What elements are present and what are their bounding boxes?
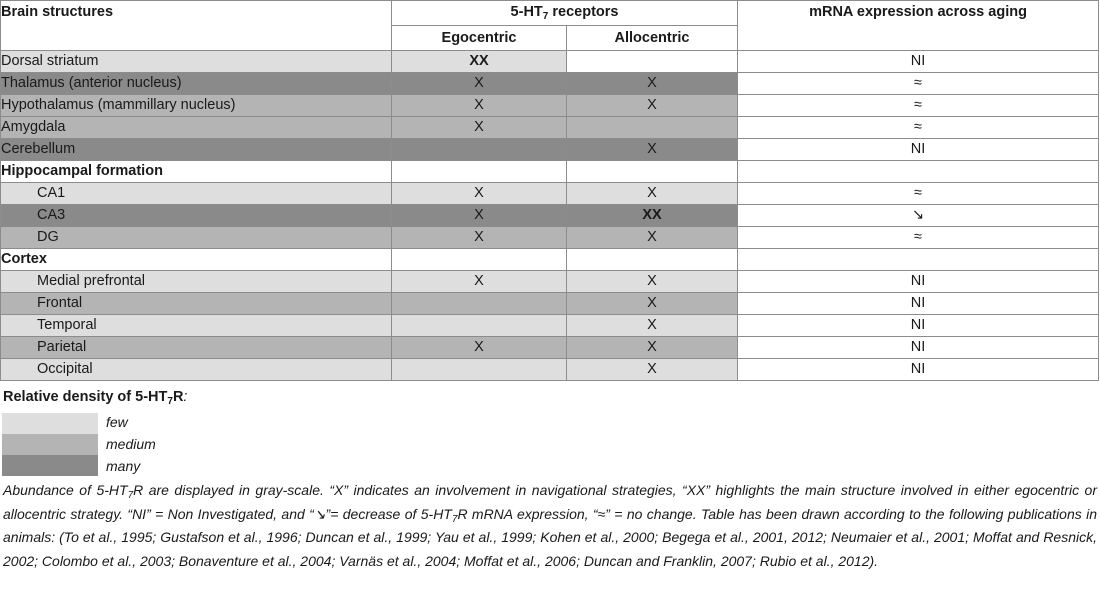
section-cortex: Cortex bbox=[1, 249, 392, 271]
legend-label-medium: medium bbox=[106, 436, 156, 452]
mrna-cell: ↘ bbox=[738, 205, 1099, 227]
mrna-cell: NI bbox=[738, 271, 1099, 293]
egocentric-cell: X bbox=[392, 183, 567, 205]
header-egocentric: Egocentric bbox=[392, 26, 567, 51]
mrna-cell: ≈ bbox=[738, 117, 1099, 139]
egocentric-cell bbox=[392, 139, 567, 161]
legend-title: Relative density of $5-HT_7R$: bbox=[3, 389, 188, 407]
structure-name: Frontal bbox=[1, 293, 392, 315]
structure-name: Hypothalamus (mammillary nucleus) bbox=[1, 95, 392, 117]
allocentric-cell: X bbox=[567, 359, 738, 381]
mrna-cell: NI bbox=[738, 337, 1099, 359]
allocentric-cell: X bbox=[567, 337, 738, 359]
legend-swatch-medium bbox=[2, 434, 98, 455]
mrna-cell: ≈ bbox=[738, 227, 1099, 249]
structure-name: Temporal bbox=[1, 315, 392, 337]
allocentric-cell: X bbox=[567, 293, 738, 315]
legend-label-many: many bbox=[106, 458, 141, 474]
allocentric-cell: X bbox=[567, 95, 738, 117]
allocentric-cell: XX bbox=[567, 205, 738, 227]
egocentric-cell: X bbox=[392, 227, 567, 249]
egocentric-cell: X bbox=[392, 271, 567, 293]
egocentric-cell: X bbox=[392, 337, 567, 359]
structure-name: Cerebellum bbox=[1, 139, 392, 161]
table-row bbox=[1, 183, 1099, 205]
allocentric-cell bbox=[567, 51, 738, 73]
structure-name: CA1 bbox=[1, 183, 392, 205]
mrna-cell: ≈ bbox=[738, 183, 1099, 205]
structure-name: Parietal bbox=[1, 337, 392, 359]
mrna-cell: ≈ bbox=[738, 95, 1099, 117]
table-row bbox=[1, 139, 1099, 161]
allocentric-cell: X bbox=[567, 183, 738, 205]
header-brain-structures: Brain structures bbox=[1, 1, 392, 51]
table-row bbox=[1, 205, 1099, 227]
egocentric-cell: X bbox=[392, 117, 567, 139]
egocentric-cell: X bbox=[392, 73, 567, 95]
mrna-cell: ≈ bbox=[738, 73, 1099, 95]
allocentric-cell: X bbox=[567, 73, 738, 95]
egocentric-cell bbox=[392, 293, 567, 315]
egocentric-cell: X bbox=[392, 205, 567, 227]
table-row bbox=[1, 227, 1099, 249]
structure-name: Medial prefrontal bbox=[1, 271, 392, 293]
table-row bbox=[1, 315, 1099, 337]
egocentric-cell: XX bbox=[392, 51, 567, 73]
egocentric-cell bbox=[392, 315, 567, 337]
table-caption: Abundance of $5-HT_7R$ are displayed in gray-scale. “X” indicates an involvement in navigational strategies, “XX” highlights the main structure involved in either egocentric or allocentric strategy. “NI” = Non Investigated, and “↘”= decrease of $5-HT_7R$ mRNA expression, “≈” = no change. Table has been drawn according to the following publications in animals: (To et al., 1995; Gustafson et al., 1996; Duncan et al., 1999; Yau et al., 1999; Kohen et al., 2000; Begega et al., 2001, 2012; Neumaier et al., 2001; Moffat and Resnick, 2002; Colombo et al., 2003; Bonaventure et al., 2004; Varnäs et al., 2004; Moffat et al., 2006; Duncan and Franklin, 2007; Rubio et al., 2012). bbox=[3, 482, 1098, 569]
mrna-cell: NI bbox=[738, 51, 1099, 73]
section-row bbox=[1, 161, 1099, 183]
table-row bbox=[1, 271, 1099, 293]
egocentric-cell: X bbox=[392, 95, 567, 117]
allocentric-cell: X bbox=[567, 271, 738, 293]
table-row bbox=[1, 359, 1099, 381]
mrna-cell: NI bbox=[738, 315, 1099, 337]
table-row bbox=[1, 95, 1099, 117]
header-mrna: mRNA expression across aging bbox=[738, 1, 1099, 51]
legend-swatch-many bbox=[2, 455, 98, 476]
allocentric-cell: X bbox=[567, 139, 738, 161]
header-allocentric: Allocentric bbox=[567, 26, 738, 51]
table-row bbox=[1, 337, 1099, 359]
structure-name: CA3 bbox=[1, 205, 392, 227]
allocentric-cell bbox=[567, 117, 738, 139]
mrna-cell: NI bbox=[738, 293, 1099, 315]
allocentric-cell: X bbox=[567, 315, 738, 337]
legend-swatch-few bbox=[2, 413, 98, 434]
structure-name: Dorsal striatum bbox=[1, 51, 392, 73]
section-hippocampal-formation: Hippocampal formation bbox=[1, 161, 392, 183]
section-row bbox=[1, 249, 1099, 271]
table-row bbox=[1, 293, 1099, 315]
structure-name: Amygdala bbox=[1, 117, 392, 139]
mrna-cell: NI bbox=[738, 359, 1099, 381]
table-row bbox=[1, 73, 1099, 95]
header-receptors: $5-HT_7$ receptors bbox=[392, 1, 738, 26]
mrna-cell: NI bbox=[738, 139, 1099, 161]
allocentric-cell: X bbox=[567, 227, 738, 249]
table-row bbox=[1, 51, 1099, 73]
egocentric-cell bbox=[392, 359, 567, 381]
legend-label-few: few bbox=[106, 414, 128, 430]
structure-name: Occipital bbox=[1, 359, 392, 381]
structure-name: DG bbox=[1, 227, 392, 249]
table-row bbox=[1, 117, 1099, 139]
structure-name: Thalamus (anterior nucleus) bbox=[1, 73, 392, 95]
